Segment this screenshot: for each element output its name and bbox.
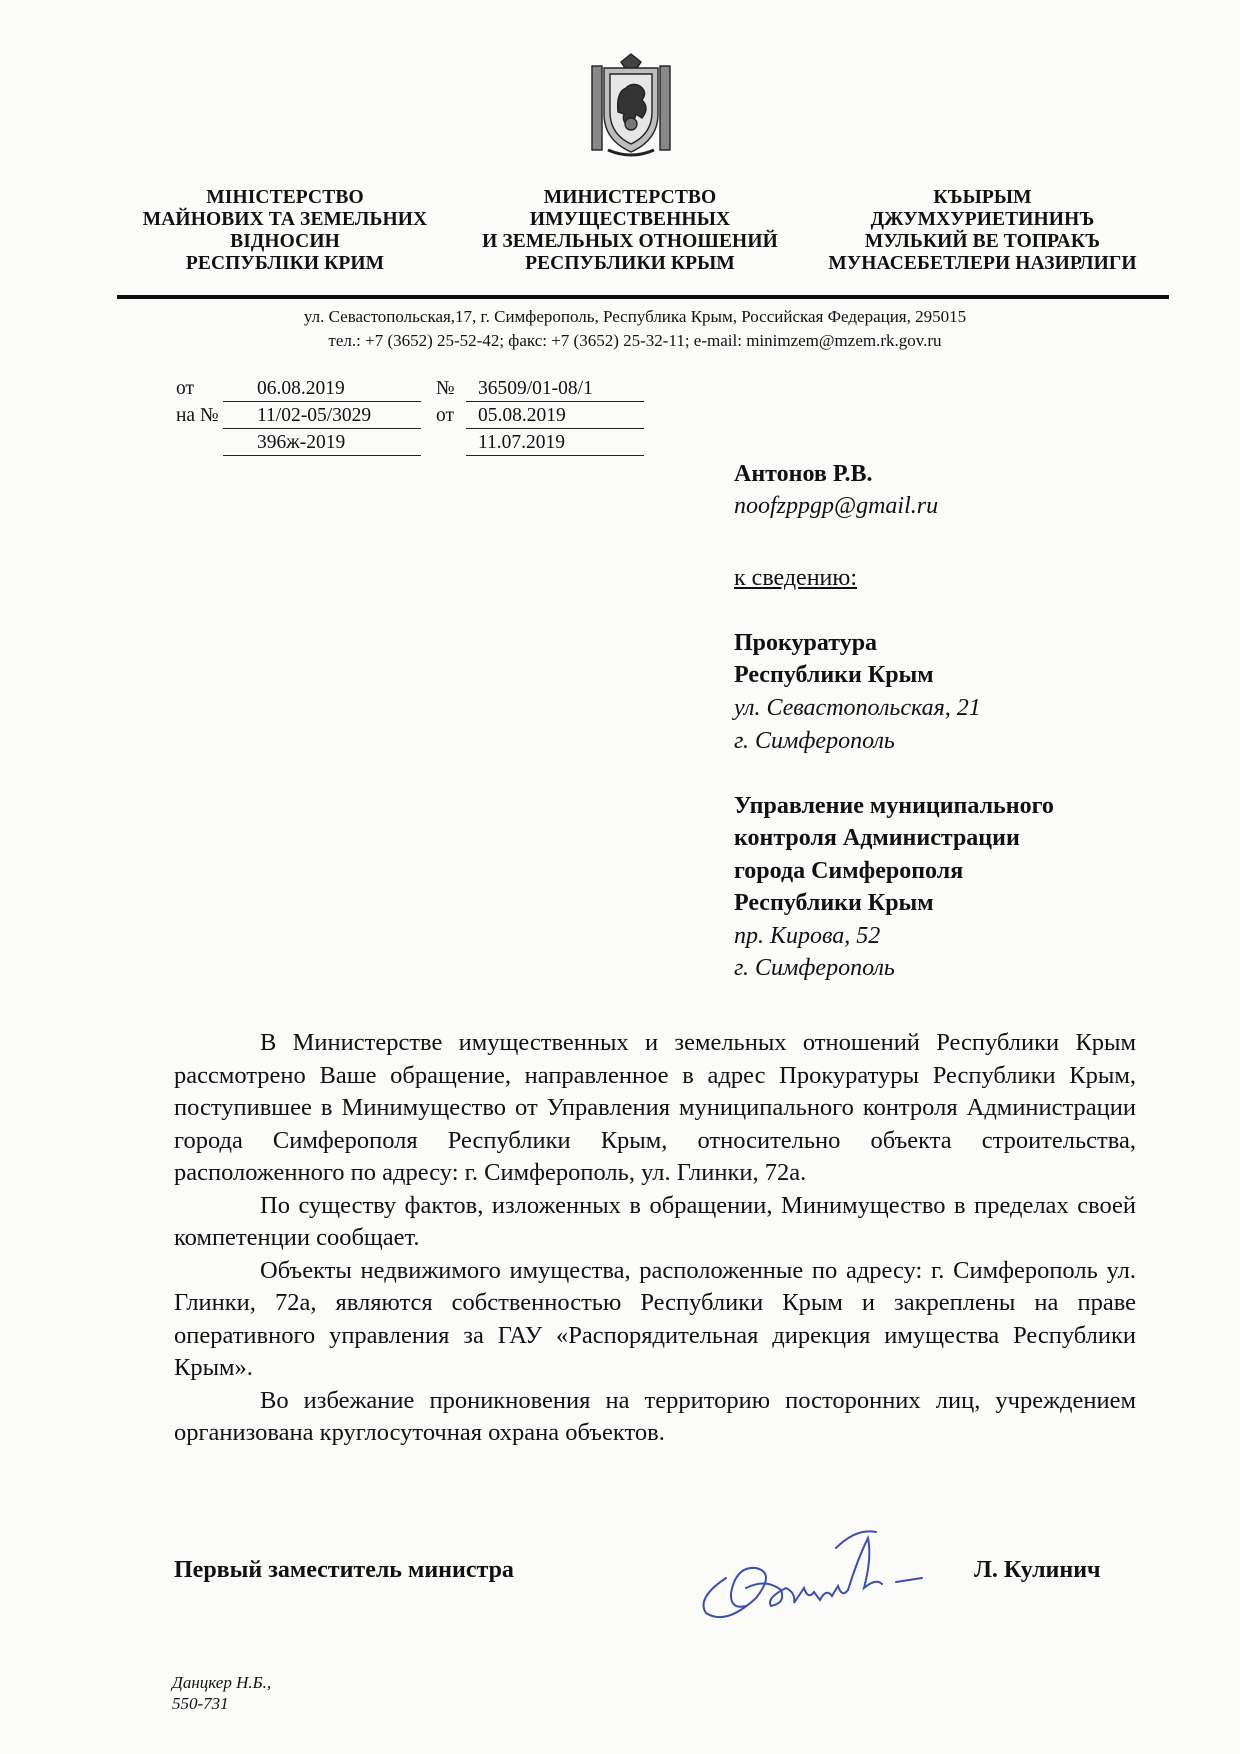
underline: [466, 428, 644, 429]
executor-phone: 550-731: [172, 1694, 229, 1713]
header-ru-line: РЕСПУБЛИКИ КРЫМ: [525, 253, 735, 274]
org2-name-line: Управление муниципального: [734, 793, 1054, 819]
org2-name-line: контроля Администрации: [734, 825, 1020, 851]
addressee-email: noofzppgp@gmail.ru: [734, 493, 939, 519]
signatory-name: Л. Кулинич: [974, 1557, 1101, 1583]
reply-date: 05.08.2019: [478, 405, 566, 426]
underline: [223, 455, 421, 456]
header-divider: [117, 295, 1169, 299]
signatory-title: Первый заместитель министра: [174, 1557, 514, 1583]
org2-name-line: города Симферополя: [734, 858, 964, 884]
org1-city: г. Симферополь: [734, 728, 895, 754]
header-ukrainian: [120, 187, 450, 275]
ministry-address: [150, 305, 1120, 353]
handwritten-signature: [686, 1518, 946, 1628]
header-ua-line: МАЙНОВИХ ТА ЗЕМЕЛЬНИХ: [142, 209, 428, 230]
header-crh-line: МУНАСЕБЕТЛЕРИ НАЗИРЛИГИ: [828, 253, 1137, 274]
number-label: №: [436, 378, 455, 399]
header-crh-line: МУЛЬКИЙ ВЕ ТОПРАКЪ: [864, 231, 1101, 252]
executor-name: Данцкер Н.Б.,: [172, 1673, 272, 1692]
reply-number: 11/02-05/3029: [257, 405, 372, 426]
header-ru-line: И ЗЕМЕЛЬНЫХ ОТНОШЕНИЙ: [482, 231, 778, 252]
org2-city: г. Симферополь: [734, 955, 895, 981]
org1-name-line: Республики Крым: [734, 662, 934, 688]
header-russian: [460, 187, 800, 275]
body-paragraph: Объекты недвижимого имущества, расположенные по адресу: г. Симферополь ул. Глинки, 72а, являются собственностью Республики Крым и закреплены на праве оперативного управления за ГАУ «Распорядительная дирекция имущества Республики Крым».: [174, 1256, 1136, 1381]
underline: [223, 401, 421, 402]
header-ru-line: МИНИСТЕРСТВО: [543, 187, 717, 208]
letter-body: [174, 1027, 1136, 1450]
header-ua-line: РЕСПУБЛІКИ КРИМ: [185, 253, 385, 274]
body-paragraph: По существу фактов, изложенных в обращении, Минимущество в пределах своей компетенции сообщает.: [174, 1191, 1136, 1251]
org2-name-line: Республики Крым: [734, 890, 934, 916]
header-ua-line: МІНІСТЕРСТВО: [206, 187, 364, 208]
org1-name-line: Прокуратура: [734, 630, 878, 656]
executor-info: [172, 1672, 271, 1714]
body-paragraph: Во избежание проникновения на территорию посторонних лиц, учреждением организована круглосуточная охрана объектов.: [174, 1386, 1136, 1446]
header-ru-line: ИМУЩЕСТВЕННЫХ: [529, 209, 731, 230]
reply-number-2: 396ж-2019: [257, 432, 346, 453]
reply-date-2: 11.07.2019: [478, 432, 566, 453]
reply-from-label: от: [436, 405, 455, 426]
org2-address: пр. Кирова, 52: [734, 923, 881, 949]
org1-address: ул. Севастопольская, 21: [734, 695, 981, 721]
contacts-line: тел.: +7 (3652) 25-52-42; факс: +7 (3652) 25-32-11; e-mail: minimzem@mzem.rk.gov.ru: [328, 331, 942, 350]
coat-of-arms-emblem: [588, 52, 674, 160]
header-crimean-tatar: [810, 187, 1155, 275]
underline: [466, 401, 644, 402]
header-crh-line: КЪЫРЫМ: [933, 187, 1032, 208]
header-crh-line: ДЖУМХУРИЕТИНИНЪ: [870, 209, 1095, 230]
cc-label: к сведению:: [734, 565, 857, 591]
body-paragraph: В Министерстве имущественных и земельных отношений Республики Крым рассмотрено Ваше обращение, направленное в адрес Прокуратуры Республики Крым, поступившее в Минимущество от Управления муниципального контроля Администрации города Симферополя Республики Крым, относительно объекта строительства, расположенного по адресу: г. Симферополь, ул. Глинки, 72а.: [174, 1029, 1136, 1186]
outgoing-number: 36509/01-08/1: [478, 378, 593, 399]
from-label: от: [176, 378, 195, 399]
underline: [466, 455, 644, 456]
address-line: ул. Севастопольская,17, г. Симферополь, Республика Крым, Российская Федерация, 295015: [303, 307, 967, 326]
reply-label: на №: [176, 405, 219, 426]
header-ua-line: ВІДНОСИН: [230, 231, 340, 252]
underline: [223, 428, 421, 429]
addressee-name: Антонов Р.В.: [734, 461, 873, 487]
outgoing-date: 06.08.2019: [257, 378, 345, 399]
